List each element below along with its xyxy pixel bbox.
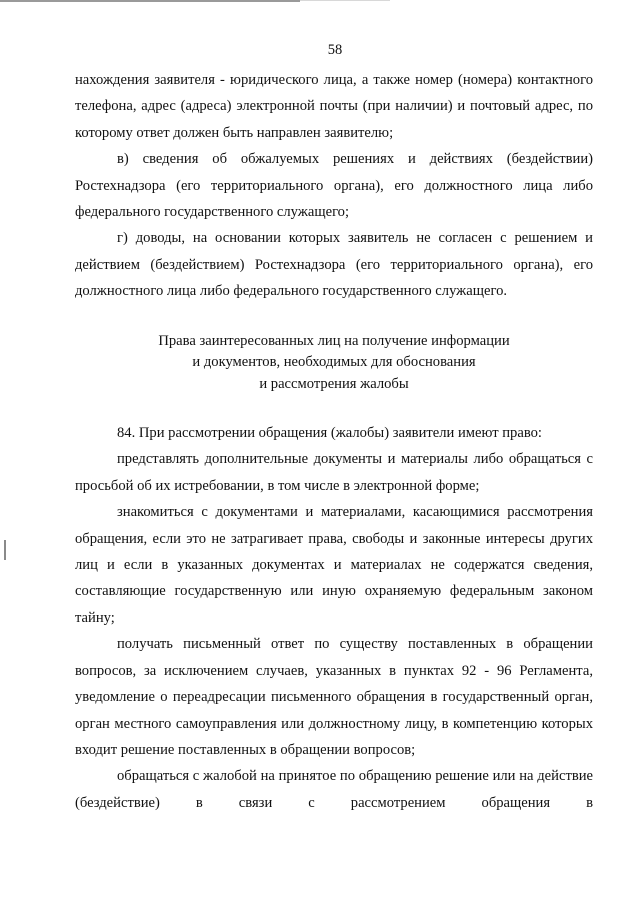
paragraph-item-v: в) сведения об обжалуемых решениях и действиях (бездействии) Ростехнадзора (его территориального органа), его должностного лица либо федерального государственного служащего; xyxy=(75,151,593,221)
paragraph-right-appeal: обращаться с жалобой на принятое по обращению решение или на действие (бездействие) в связи с рассмотрением обращения в xyxy=(75,768,593,811)
paragraph-right-review-documents: знакомиться с документами и материалами, касающимися рассмотрения обращения, если это не затрагивает права, свободы и законные интересы других лиц и если в указанных документах и материалах не содержатся сведения, составляющие государственную или иную охраняемую федеральным законом тайну; xyxy=(75,504,593,626)
section-heading-line-2: и документов, необходимых для обоснования xyxy=(192,354,476,371)
document-body xyxy=(75,67,593,816)
scan-margin-mark xyxy=(4,540,6,560)
page-number: 58 xyxy=(327,42,343,58)
scan-top-rule xyxy=(0,0,300,2)
paragraph-right-receive-answer: получать письменный ответ по существу поставленных в обращении вопросов, за исключением случаев, указанных в пунктах 92 - 96 Регламента, уведомление о переадресации письменного обращения в государственный орган, орган местного самоуправления или должностному лицу, в компетенцию которых входит решение поставленных в обращении вопросов; xyxy=(75,636,593,758)
scan-top-rule-faint xyxy=(300,0,390,1)
paragraph-84-intro: 84. При рассмотрении обращения (жалобы) заявители имеют право: xyxy=(117,425,542,442)
paragraph-item-g: г) доводы, на основании которых заявитель не согласен с решением и действием (бездействием) Ростехнадзора (его территориального органа), его должностного лица либо федерального государственного служащего. xyxy=(75,230,593,300)
section-heading xyxy=(75,331,593,396)
paragraph-continuation: нахождения заявителя - юридического лица, а также номер (номера) контактного телефона, адрес (адреса) электронной почты (при наличии) и почтовый адрес, по которому ответ должен быть направлен заявителю; xyxy=(75,72,593,141)
paragraph-right-submit-documents: представлять дополнительные документы и материалы либо обращаться с просьбой об их истребовании, в том числе в электронной форме; xyxy=(75,451,593,494)
section-heading-line-1: Права заинтересованных лиц на получение информации xyxy=(158,332,510,349)
section-heading-line-3: и рассмотрения жалобы xyxy=(259,376,409,393)
